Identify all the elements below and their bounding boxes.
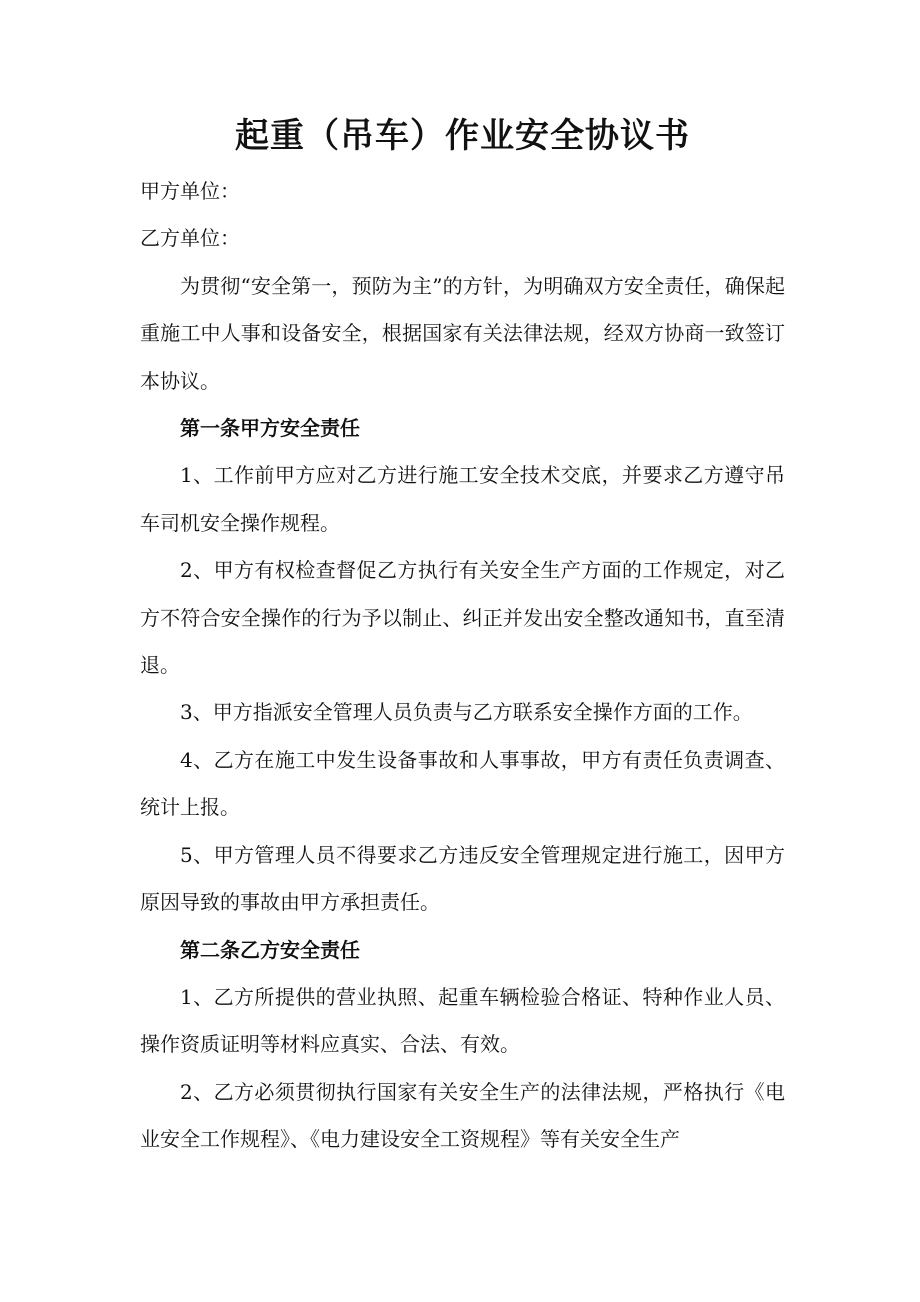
document-page: [140, 104, 785, 1164]
article-1-item-5: 5、甲方管理人员不得要求乙方违反安全管理规定进行施工，因甲方原因导致的事故由甲方承担责任。: [140, 842, 785, 915]
article-1-item-3: 3、甲方指派安全管理人员负责与乙方联系安全操作方面的工作。: [180, 700, 753, 725]
document-title: 起重（吊车）作业安全协议书: [235, 116, 690, 156]
article-2-item-2: 2、乙方必须贯彻执行国家有关安全生产的法律法规，严格执行《电业安全工作规程》、《电力建设安全工资规程》等有关安全生产: [140, 1079, 785, 1152]
article-1-heading: 第一条甲方安全责任: [180, 416, 360, 441]
party-labels: [140, 168, 785, 263]
article-2-heading: 第二条乙方安全责任: [180, 937, 360, 962]
article-2-item-1: 1、乙方所提供的营业执照、起重车辆检验合格证、特种作业人员、操作资质证明等材料应真实、合法、有效。: [140, 984, 785, 1057]
article-1-item-4: 4、乙方在施工中发生设备事故和人事事故，甲方有责任负责调查、统计上报。: [140, 747, 785, 820]
intro-paragraph: 为贯彻“安全第一，预防为主”的方针，为明确双方安全责任，确保起重施工中人事和设备安全，根据国家有关法律法规，经双方协商一致签订本协议。: [140, 273, 785, 393]
party-b-label: 乙方单位：: [140, 226, 240, 251]
party-a-label: 甲方单位：: [140, 179, 240, 203]
article-1-item-1: 1、工作前甲方应对乙方进行施工安全技术交底，并要求乙方遵守吊车司机安全操作规程。: [140, 463, 785, 535]
article-1-item-2: 2、甲方有权检查督促乙方执行有关安全生产方面的工作规定，对乙方不符合安全操作的行为予以制止、纠正并发出安全整改通知书，直至清退。: [140, 558, 785, 678]
